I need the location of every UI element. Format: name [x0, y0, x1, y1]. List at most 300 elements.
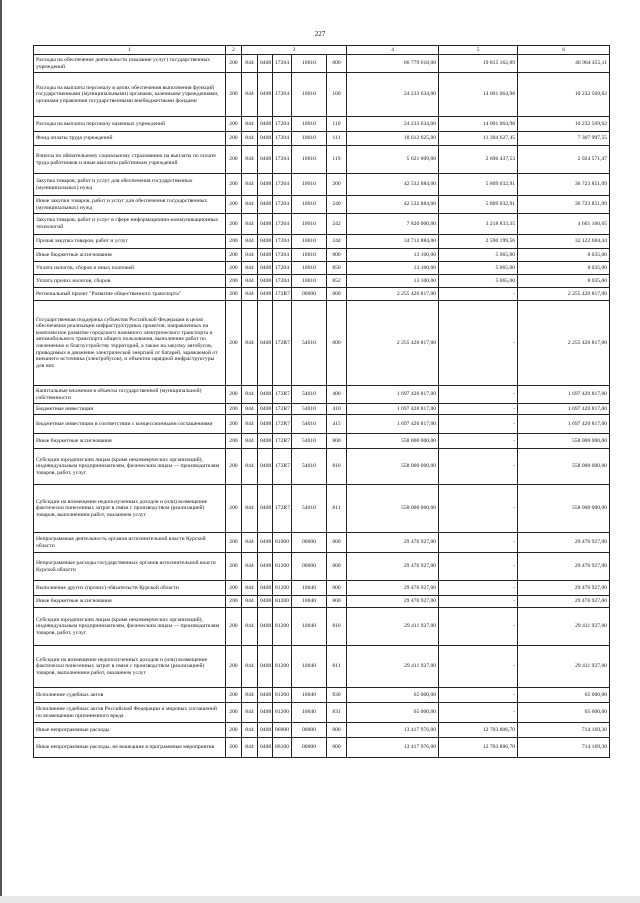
- code-program: 81200: [273, 608, 292, 646]
- code-section: 0408: [258, 703, 273, 723]
- approved-amount: 42 532 884,00: [347, 174, 439, 196]
- unexecuted-amount: 2 255 420 817,00: [518, 288, 610, 301]
- code-expense-type: 200: [327, 174, 347, 196]
- code-program: 17204: [273, 146, 292, 174]
- code-program: 81000: [273, 533, 292, 553]
- header-col-6: 6: [518, 46, 610, 55]
- unexecuted-amount: 65 000,00: [518, 703, 610, 723]
- code-direction: 54010: [292, 404, 327, 415]
- executed-amount: 12 703 806,70: [439, 738, 518, 758]
- code-expense-type: 000: [327, 553, 347, 581]
- code-direction: 10010: [292, 196, 327, 214]
- executed-amount: -: [439, 703, 518, 723]
- row-description: Уплата прочих налогов, сборов: [34, 275, 226, 288]
- code-gov: 844: [242, 415, 258, 434]
- code-program: 17204: [273, 214, 292, 235]
- unexecuted-amount: 714 169,30: [518, 723, 610, 738]
- code-admin: 200: [226, 404, 242, 415]
- code-program: 17204: [273, 249, 292, 262]
- code-expense-type: 850: [327, 262, 347, 275]
- code-direction: 54010: [292, 386, 327, 404]
- executed-amount: -: [439, 404, 518, 415]
- table-row: [34, 738, 610, 758]
- code-gov: 844: [242, 275, 258, 288]
- code-gov: 844: [242, 301, 258, 386]
- approved-amount: 66 779 618,00: [347, 55, 439, 73]
- row-description: Иные непрограммные расходы, не вошедшие в программные мероприятия: [34, 738, 226, 758]
- code-program: 17204: [273, 196, 292, 214]
- approved-amount: 13 100,00: [347, 249, 439, 262]
- code-admin: 200: [226, 596, 242, 608]
- code-gov: 844: [242, 608, 258, 646]
- code-section: 0408: [258, 132, 273, 146]
- code-gov: 844: [242, 235, 258, 249]
- code-expense-type: 811: [327, 485, 347, 533]
- code-admin: 200: [226, 55, 242, 73]
- executed-amount: 14 001 064,98: [439, 73, 518, 117]
- executed-amount: 14 001 064,98: [439, 117, 518, 132]
- code-direction: 10010: [292, 249, 327, 262]
- code-expense-type: 000: [327, 581, 347, 596]
- table-row: [34, 275, 610, 288]
- executed-amount: -: [439, 646, 518, 688]
- unexecuted-amount: 32 122 684,44: [518, 235, 610, 249]
- code-admin: 200: [226, 703, 242, 723]
- code-admin: 200: [226, 288, 242, 301]
- code-gov: 844: [242, 738, 258, 758]
- approved-amount: 42 532 884,00: [347, 196, 439, 214]
- code-direction: 10040: [292, 703, 327, 723]
- header-col-4: 4: [347, 46, 439, 55]
- code-expense-type: 811: [327, 646, 347, 688]
- row-description: Субсидии юридическим лицам (кроме некоммерческих организаций), индивидуальным предпринимателям, физическим лицам — производителям товаров, работ, услуг: [34, 608, 226, 646]
- code-section: 0408: [258, 404, 273, 415]
- code-admin: 200: [226, 688, 242, 703]
- code-section: 0408: [258, 288, 273, 301]
- code-section: 0408: [258, 117, 273, 132]
- code-expense-type: 000: [327, 723, 347, 738]
- row-description: Субсидии юридическим лицам (кроме некоммерческих организаций), индивидуальным предпринимателям, физическим лицам — производителям товаров, работ, услуг: [34, 449, 226, 485]
- code-section: 0408: [258, 249, 273, 262]
- executed-amount: -: [439, 415, 518, 434]
- table-row: [34, 646, 610, 688]
- table-body: [34, 55, 610, 758]
- row-description: Уплата налогов, сборов и иных платежей: [34, 262, 226, 275]
- header-col-3: 3: [242, 46, 347, 55]
- page-number: 227: [314, 30, 326, 38]
- code-direction: 00000: [292, 533, 327, 553]
- code-gov: 844: [242, 703, 258, 723]
- code-admin: 200: [226, 73, 242, 117]
- code-program: 17204: [273, 55, 292, 73]
- code-expense-type: 111: [327, 132, 347, 146]
- executed-amount: 5 809 032,91: [439, 174, 518, 196]
- row-description: Расходы на выплаты персоналу казенных учреждений: [34, 117, 226, 132]
- executed-amount: -: [439, 688, 518, 703]
- unexecuted-amount: 8 035,00: [518, 249, 610, 262]
- table-row: [34, 608, 610, 646]
- approved-amount: 65 000,00: [347, 703, 439, 723]
- code-program: 17204: [273, 132, 292, 146]
- unexecuted-amount: 36 723 851,09: [518, 174, 610, 196]
- row-description: Бюджетные инвестиции в соответствии с концессионными соглашениями: [34, 415, 226, 434]
- code-admin: 200: [226, 214, 242, 235]
- code-expense-type: 852: [327, 275, 347, 288]
- code-program: 17204: [273, 262, 292, 275]
- code-direction: 54010: [292, 301, 327, 386]
- code-direction: 54010: [292, 434, 327, 449]
- code-program: 172R7: [273, 449, 292, 485]
- code-gov: 844: [242, 646, 258, 688]
- code-gov: 844: [242, 174, 258, 196]
- code-admin: 200: [226, 174, 242, 196]
- approved-amount: 13 100,00: [347, 262, 439, 275]
- executed-amount: 2 590 199,56: [439, 235, 518, 249]
- unexecuted-amount: 714 169,30: [518, 738, 610, 758]
- code-admin: 200: [226, 196, 242, 214]
- approved-amount: 558 000 000,00: [347, 449, 439, 485]
- code-gov: 844: [242, 117, 258, 132]
- unexecuted-amount: 8 035,00: [518, 275, 610, 288]
- code-section: 0408: [258, 415, 273, 434]
- approved-amount: 13 417 976,00: [347, 738, 439, 758]
- unexecuted-amount: 10 232 569,02: [518, 117, 610, 132]
- row-description: Непрограммная деятельность органов исполнительной власти Курской области: [34, 533, 226, 553]
- unexecuted-amount: 1 697 420 817,00: [518, 404, 610, 415]
- table-row: [34, 386, 610, 404]
- executed-amount: 5 065,00: [439, 262, 518, 275]
- table-row: [34, 415, 610, 434]
- header-col-2: 2: [226, 46, 242, 55]
- code-direction: 10010: [292, 275, 327, 288]
- executed-amount: 12 703 806,70: [439, 723, 518, 738]
- unexecuted-amount: 10 232 569,02: [518, 73, 610, 117]
- unexecuted-amount: 1 697 420 817,00: [518, 415, 610, 434]
- code-gov: 844: [242, 688, 258, 703]
- row-description: Закупка товаров, работ и услуг в сфере информационно-коммуникационных технологий: [34, 214, 226, 235]
- table-row: [34, 196, 610, 214]
- code-admin: 200: [226, 581, 242, 596]
- unexecuted-amount: 65 000,00: [518, 688, 610, 703]
- code-gov: 844: [242, 196, 258, 214]
- executed-amount: 11 304 627,45: [439, 132, 518, 146]
- code-expense-type: 240: [327, 196, 347, 214]
- code-section: 0408: [258, 146, 273, 174]
- code-program: 172R7: [273, 386, 292, 404]
- code-direction: 00000: [292, 288, 327, 301]
- unexecuted-amount: 1 697 420 817,00: [518, 386, 610, 404]
- table-row: [34, 249, 610, 262]
- code-admin: 200: [226, 533, 242, 553]
- approved-amount: 29 476 927,00: [347, 533, 439, 553]
- table-row: [34, 434, 610, 449]
- code-admin: 200: [226, 553, 242, 581]
- code-direction: 10010: [292, 174, 327, 196]
- unexecuted-amount: 4 601 166,65: [518, 214, 610, 235]
- header-col-5: 5: [439, 46, 518, 55]
- row-description: Исполнение судебных актов: [34, 688, 226, 703]
- code-gov: 844: [242, 434, 258, 449]
- approved-amount: 1 697 420 817,00: [347, 415, 439, 434]
- approved-amount: 1 697 420 817,00: [347, 404, 439, 415]
- code-direction: 10010: [292, 117, 327, 132]
- code-direction: 10040: [292, 596, 327, 608]
- page-bottom-edge: [0, 896, 640, 903]
- code-program: 17204: [273, 275, 292, 288]
- code-section: 0408: [258, 533, 273, 553]
- code-expense-type: 415: [327, 415, 347, 434]
- row-description: Прочая закупка товаров, работ и услуг: [34, 235, 226, 249]
- code-admin: 200: [226, 262, 242, 275]
- row-description: Иные закупки товаров, работ и услуг для обеспечения государственных (муниципальных) нужд: [34, 196, 226, 214]
- code-section: 0408: [258, 262, 273, 275]
- code-program: 86100: [273, 738, 292, 758]
- code-section: 0408: [258, 214, 273, 235]
- code-section: 0408: [258, 485, 273, 533]
- code-section: 0408: [258, 723, 273, 738]
- code-program: 172R7: [273, 415, 292, 434]
- row-description: Непрограммные расходы государственных органов исполнительной власти Курской области: [34, 553, 226, 581]
- code-admin: 200: [226, 235, 242, 249]
- code-program: 81200: [273, 596, 292, 608]
- unexecuted-amount: 2 924 571,47: [518, 146, 610, 174]
- row-description: Иные бюджетные ассигнования: [34, 249, 226, 262]
- code-direction: 10040: [292, 608, 327, 646]
- unexecuted-amount: 29 476 927,00: [518, 581, 610, 596]
- code-expense-type: 000: [327, 533, 347, 553]
- code-section: 0408: [258, 434, 273, 449]
- code-section: 0408: [258, 386, 273, 404]
- code-direction: 10010: [292, 132, 327, 146]
- code-direction: 10010: [292, 73, 327, 117]
- table-row: [34, 553, 610, 581]
- executed-amount: -: [439, 288, 518, 301]
- approved-amount: 1 697 420 817,00: [347, 386, 439, 404]
- table-row: [34, 703, 610, 723]
- approved-amount: 13 417 976,00: [347, 723, 439, 738]
- code-direction: 10010: [292, 55, 327, 73]
- approved-amount: 7 820 000,00: [347, 214, 439, 235]
- row-description: Региональный проект "Развитие общественного транспорта": [34, 288, 226, 301]
- unexecuted-amount: 29 476 927,00: [518, 553, 610, 581]
- code-direction: 54010: [292, 415, 327, 434]
- code-program: 81200: [273, 646, 292, 688]
- code-admin: 200: [226, 738, 242, 758]
- code-program: 172R7: [273, 434, 292, 449]
- unexecuted-amount: 46 964 455,11: [518, 55, 610, 73]
- code-expense-type: 000: [327, 55, 347, 73]
- code-section: 0408: [258, 301, 273, 386]
- row-description: Иные непрограммные расходы: [34, 723, 226, 738]
- code-gov: 844: [242, 485, 258, 533]
- table-row: [34, 404, 610, 415]
- approved-amount: 24 233 634,00: [347, 117, 439, 132]
- code-program: 172R7: [273, 404, 292, 415]
- code-expense-type: 244: [327, 235, 347, 249]
- executed-amount: -: [439, 485, 518, 533]
- code-section: 0408: [258, 738, 273, 758]
- code-admin: 200: [226, 608, 242, 646]
- unexecuted-amount: 29 411 927,00: [518, 646, 610, 688]
- code-admin: 200: [226, 415, 242, 434]
- executed-amount: -: [439, 608, 518, 646]
- table-row: [34, 214, 610, 235]
- approved-amount: 29 476 927,00: [347, 581, 439, 596]
- code-expense-type: 800: [327, 434, 347, 449]
- code-section: 0408: [258, 596, 273, 608]
- approved-amount: 2 255 420 817,00: [347, 301, 439, 386]
- row-description: Иные бюджетные ассигнования: [34, 596, 226, 608]
- table-row: [34, 533, 610, 553]
- code-expense-type: 800: [327, 596, 347, 608]
- code-gov: 844: [242, 132, 258, 146]
- table-header-row: [34, 46, 610, 55]
- code-gov: 844: [242, 73, 258, 117]
- executed-amount: 5 065,00: [439, 275, 518, 288]
- code-expense-type: 410: [327, 404, 347, 415]
- table-row: [34, 117, 610, 132]
- code-expense-type: 810: [327, 608, 347, 646]
- code-program: 172R7: [273, 301, 292, 386]
- code-gov: 844: [242, 581, 258, 596]
- table-row: [34, 449, 610, 485]
- code-direction: 00000: [292, 738, 327, 758]
- table-row: [34, 73, 610, 117]
- code-expense-type: 831: [327, 703, 347, 723]
- executed-amount: 5 065,00: [439, 249, 518, 262]
- approved-amount: 65 000,00: [347, 688, 439, 703]
- executed-amount: -: [439, 553, 518, 581]
- code-gov: 844: [242, 553, 258, 581]
- executed-amount: -: [439, 581, 518, 596]
- code-expense-type: 000: [327, 738, 347, 758]
- code-admin: 200: [226, 275, 242, 288]
- code-gov: 844: [242, 386, 258, 404]
- row-description: Взносы по обязательному социальному страхованию на выплаты по оплате труда работников и иные выплаты работникам учреждений: [34, 146, 226, 174]
- code-program: 172R7: [273, 485, 292, 533]
- code-section: 0408: [258, 275, 273, 288]
- executed-amount: 2 696 437,53: [439, 146, 518, 174]
- code-gov: 844: [242, 55, 258, 73]
- code-direction: 54010: [292, 485, 327, 533]
- code-direction: 00000: [292, 723, 327, 738]
- code-expense-type: 000: [327, 288, 347, 301]
- table-row: [34, 723, 610, 738]
- code-admin: 200: [226, 132, 242, 146]
- approved-amount: 18 612 625,00: [347, 132, 439, 146]
- code-program: 81200: [273, 581, 292, 596]
- row-description: Расходы на обеспечение деятельности (оказание услуг) государственных учреждений: [34, 55, 226, 73]
- page-left-edge: [0, 0, 2, 903]
- code-gov: 844: [242, 146, 258, 174]
- code-gov: 844: [242, 262, 258, 275]
- row-description: Фонд оплаты труда учреждений: [34, 132, 226, 146]
- code-program: 17204: [273, 117, 292, 132]
- code-expense-type: 810: [327, 449, 347, 485]
- row-description: Выполнение других (прочих) обязательств Курской области: [34, 581, 226, 596]
- approved-amount: 2 255 420 817,00: [347, 288, 439, 301]
- code-program: 86000: [273, 723, 292, 738]
- table-row: [34, 235, 610, 249]
- code-program: 17204: [273, 174, 292, 196]
- row-description: Субсидии на возмещение недополученных доходов и (или) возмещение фактически понесенных затрат в связи с производством (реализацией) товаров, выполнением работ, оказанием услуг: [34, 646, 226, 688]
- code-expense-type: 119: [327, 146, 347, 174]
- code-program: 81200: [273, 703, 292, 723]
- approved-amount: 13 100,00: [347, 275, 439, 288]
- table-row: [34, 262, 610, 275]
- row-description: Капитальные вложения в объекты государственной (муниципальной) собственности: [34, 386, 226, 404]
- row-description: Иные бюджетные ассигнования: [34, 434, 226, 449]
- code-admin: 200: [226, 646, 242, 688]
- code-expense-type: 242: [327, 214, 347, 235]
- code-section: 0408: [258, 174, 273, 196]
- table-row: [34, 581, 610, 596]
- code-admin: 200: [226, 146, 242, 174]
- table-row: [34, 596, 610, 608]
- table-row: [34, 55, 610, 73]
- unexecuted-amount: 7 307 997,55: [518, 132, 610, 146]
- code-expense-type: 000: [327, 301, 347, 386]
- code-direction: 10040: [292, 688, 327, 703]
- code-section: 0408: [258, 449, 273, 485]
- code-gov: 844: [242, 449, 258, 485]
- executed-amount: -: [439, 301, 518, 386]
- code-expense-type: 800: [327, 249, 347, 262]
- table-row: [34, 301, 610, 386]
- code-section: 0408: [258, 581, 273, 596]
- code-gov: 844: [242, 533, 258, 553]
- row-description: Государственная поддержка субъектов Российской Федерации в целях обеспечения реализации инфраструктурных проектов, направленных на комплексное развитие городского наземного электрического транспорта и автомобильного транспорта общего пользования, выполнение работ по озеленению и благоустройству территорий, а также на закупку автобусов, приводимых в движение электрической энергией от батарей, заряжаемой от внешнего источника (электробусов), и объектов зарядной инфраструктуры для них: [34, 301, 226, 386]
- code-direction: 10010: [292, 235, 327, 249]
- approved-amount: 558 000 000,00: [347, 434, 439, 449]
- code-direction: 10010: [292, 146, 327, 174]
- approved-amount: 24 233 634,00: [347, 73, 439, 117]
- code-program: 17204: [273, 235, 292, 249]
- code-section: 0408: [258, 235, 273, 249]
- code-program: 81200: [273, 688, 292, 703]
- code-admin: 200: [226, 249, 242, 262]
- table-row: [34, 485, 610, 533]
- approved-amount: 29 411 927,00: [347, 608, 439, 646]
- code-expense-type: 110: [327, 117, 347, 132]
- approved-amount: 558 000 000,00: [347, 485, 439, 533]
- header-col-1: 1: [34, 46, 226, 55]
- row-description: Субсидии на возмещение недополученных доходов и (или) возмещение фактически понесенных затрат в связи с производством (реализацией) товаров, выполнением работ, оказанием услуг: [34, 485, 226, 533]
- code-direction: 00000: [292, 553, 327, 581]
- unexecuted-amount: 558 000 000,00: [518, 449, 610, 485]
- code-section: 0408: [258, 55, 273, 73]
- code-admin: 200: [226, 723, 242, 738]
- code-admin: 200: [226, 117, 242, 132]
- approved-amount: 29 476 927,00: [347, 596, 439, 608]
- code-admin: 200: [226, 386, 242, 404]
- code-direction: 10010: [292, 214, 327, 235]
- code-admin: 200: [226, 449, 242, 485]
- executed-amount: 5 809 032,91: [439, 196, 518, 214]
- code-program: 81200: [273, 553, 292, 581]
- code-expense-type: 100: [327, 73, 347, 117]
- code-section: 0408: [258, 553, 273, 581]
- table-row: [34, 146, 610, 174]
- executed-amount: 19 815 162,89: [439, 55, 518, 73]
- executed-amount: -: [439, 449, 518, 485]
- executed-amount: -: [439, 434, 518, 449]
- unexecuted-amount: 558 000 000,00: [518, 485, 610, 533]
- executed-amount: -: [439, 596, 518, 608]
- unexecuted-amount: 29 476 927,00: [518, 596, 610, 608]
- unexecuted-amount: 558 000 000,00: [518, 434, 610, 449]
- executed-amount: -: [439, 386, 518, 404]
